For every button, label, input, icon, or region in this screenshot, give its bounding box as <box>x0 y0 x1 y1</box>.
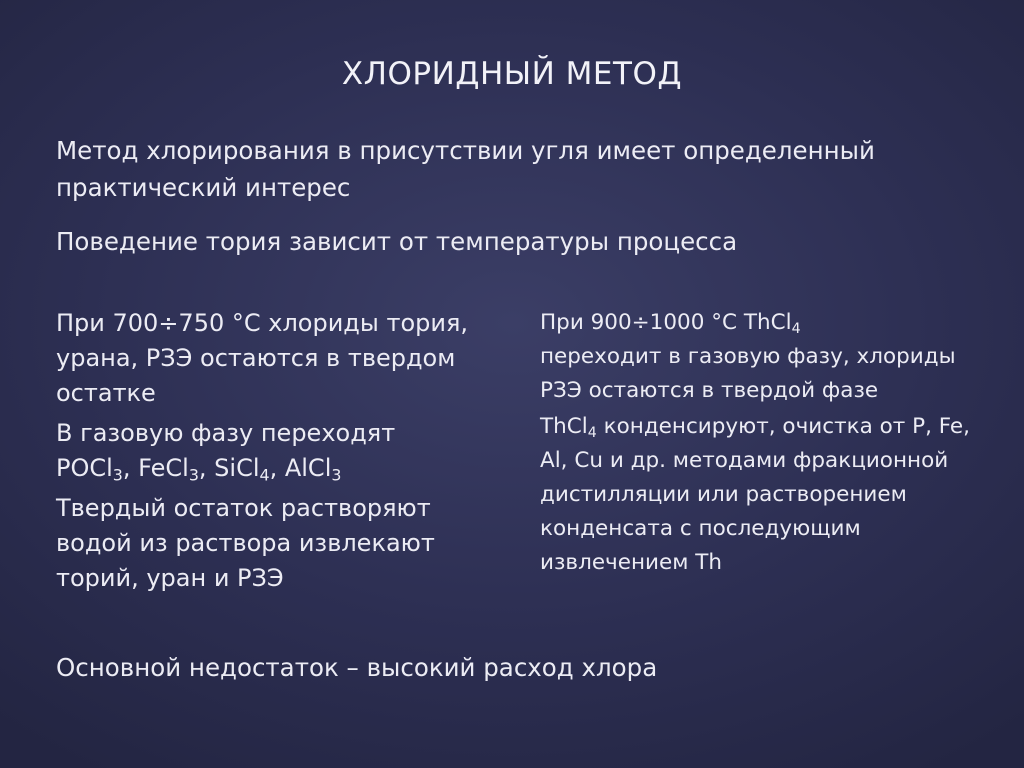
compound-4: AlCl$_3$ <box>284 454 342 485</box>
left-paragraph-1: При 700÷750 °С хлориды тория, урана, РЗЭ остаются в твердом остатке <box>56 309 469 407</box>
slide-title: ХЛОРИДНЫЙ МЕТОД <box>341 56 683 92</box>
right-column <box>540 306 1000 582</box>
left-column <box>56 306 506 601</box>
right-paragraph-1: При 900÷1000 °С ThCl$_4$ переходит в газовую фазу, хлориды РЗЭ остаются в твердой фазе <box>540 310 956 403</box>
compound-3: SiCl$_4$, <box>214 454 285 485</box>
gas-phase-text: В газовую фазу переходят <box>56 419 396 447</box>
left-paragraph-2 <box>56 416 506 486</box>
compound-1: POCl$_3$, <box>56 454 139 485</box>
intro-line-2: Поведение тория зависит от температуры процесса <box>56 227 738 256</box>
right-paragraph-2: ThCl$_4$ конденсируют, очистка от P, Fe, Al, Cu и др. методами фракционной дистилляции или растворением конденсата с последующим извлечением Th <box>540 414 970 575</box>
intro-line-1: Метод хлорирования в присутствии угля имеет определенный практический интерес <box>56 136 875 202</box>
conclusion-line: Основной недостаток – высокий расход хлора <box>56 653 658 682</box>
compound-2: FeCl$_3$, <box>138 454 215 485</box>
left-paragraph-3: Твердый остаток растворяют водой из раствора извлекают торий, уран и РЗЭ <box>56 494 435 592</box>
